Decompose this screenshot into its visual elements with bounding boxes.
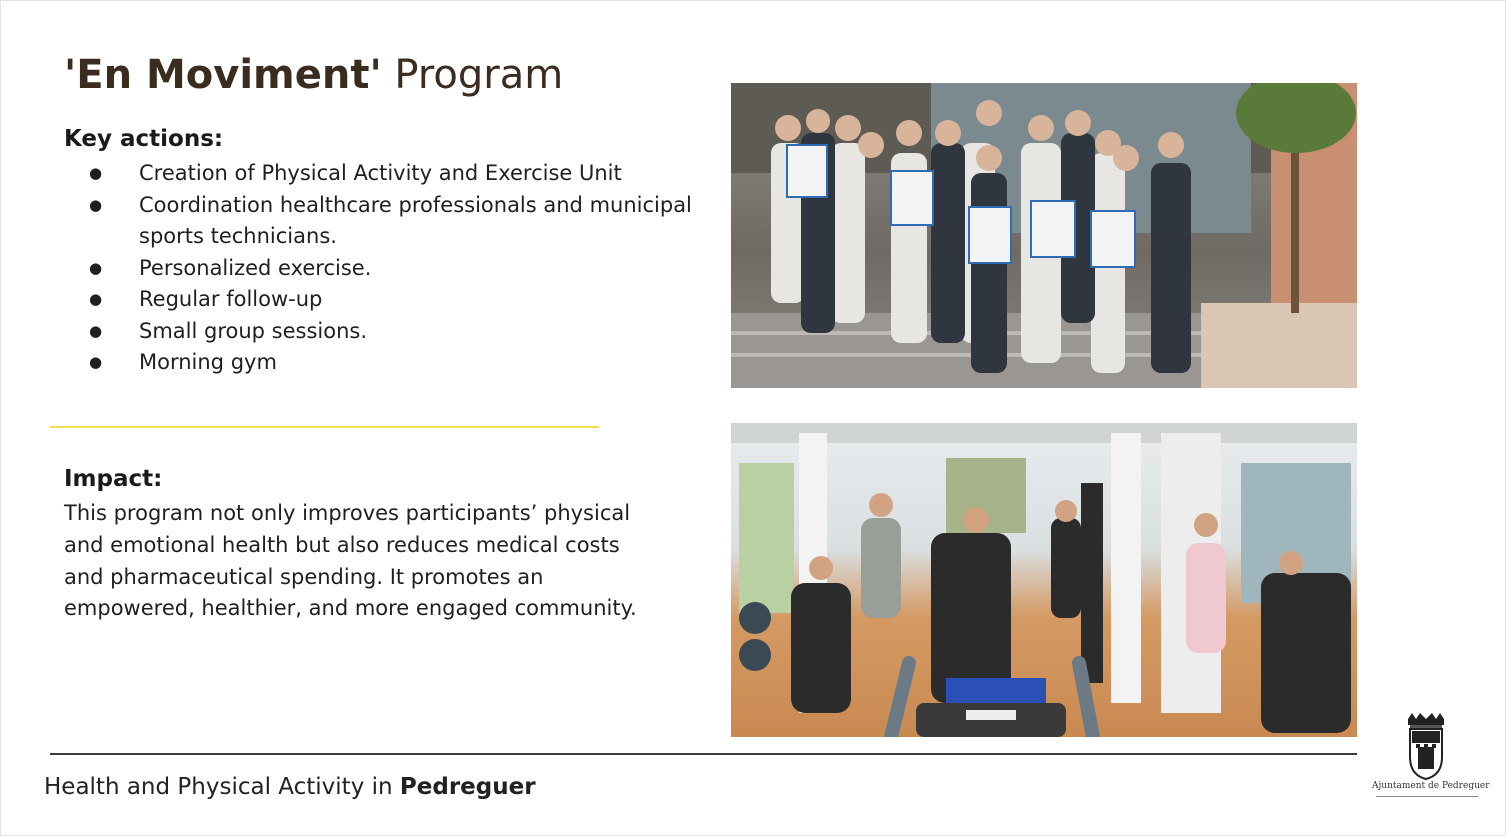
footer-text: Health and Physical Activity in <box>44 774 400 800</box>
bullet-icon: ● <box>89 195 103 214</box>
key-actions-heading: Key actions: <box>64 126 224 152</box>
impact-heading: Impact: <box>64 466 163 492</box>
key-actions-list <box>64 158 704 379</box>
logo-underline <box>1376 796 1478 797</box>
bullet-icon: ● <box>89 353 103 371</box>
list-item: ● Coordination healthcare professionals and municipal sports technicians. <box>64 190 704 253</box>
impact-text: This program not only improves participants’ physical and emotional health but also reduces medical costs and pharmaceutical spending. It promotes an empowered, healthier, and more engaged community. <box>64 501 637 621</box>
footer-brand: Pedreguer <box>399 774 536 800</box>
page-title <box>64 52 563 98</box>
bullet-icon: ● <box>89 258 103 277</box>
list-item: ● Creation of Physical Activity and Exercise Unit <box>64 158 704 190</box>
list-item: ● Small group sessions. <box>64 316 704 348</box>
bullet-icon: ● <box>89 164 103 182</box>
title-rest: Program <box>381 52 564 98</box>
group-photo <box>731 83 1357 388</box>
list-item: ● Morning gym <box>64 347 704 379</box>
section-divider <box>50 426 599 428</box>
list-item: ● Personalized exercise. <box>64 253 704 285</box>
footer-title <box>44 774 536 800</box>
group-photo-icon <box>731 83 1357 388</box>
bullet-icon: ● <box>89 290 103 308</box>
list-item: ● Regular follow-up <box>64 284 704 316</box>
gym-photo-icon <box>731 423 1357 737</box>
title-bold: 'En Moviment' <box>64 52 382 98</box>
bullet-icon: ● <box>89 321 103 340</box>
gym-photo <box>731 423 1357 737</box>
logo-caption: Ajuntament de Pedreguer <box>1372 781 1490 791</box>
footer-divider <box>50 753 1357 755</box>
